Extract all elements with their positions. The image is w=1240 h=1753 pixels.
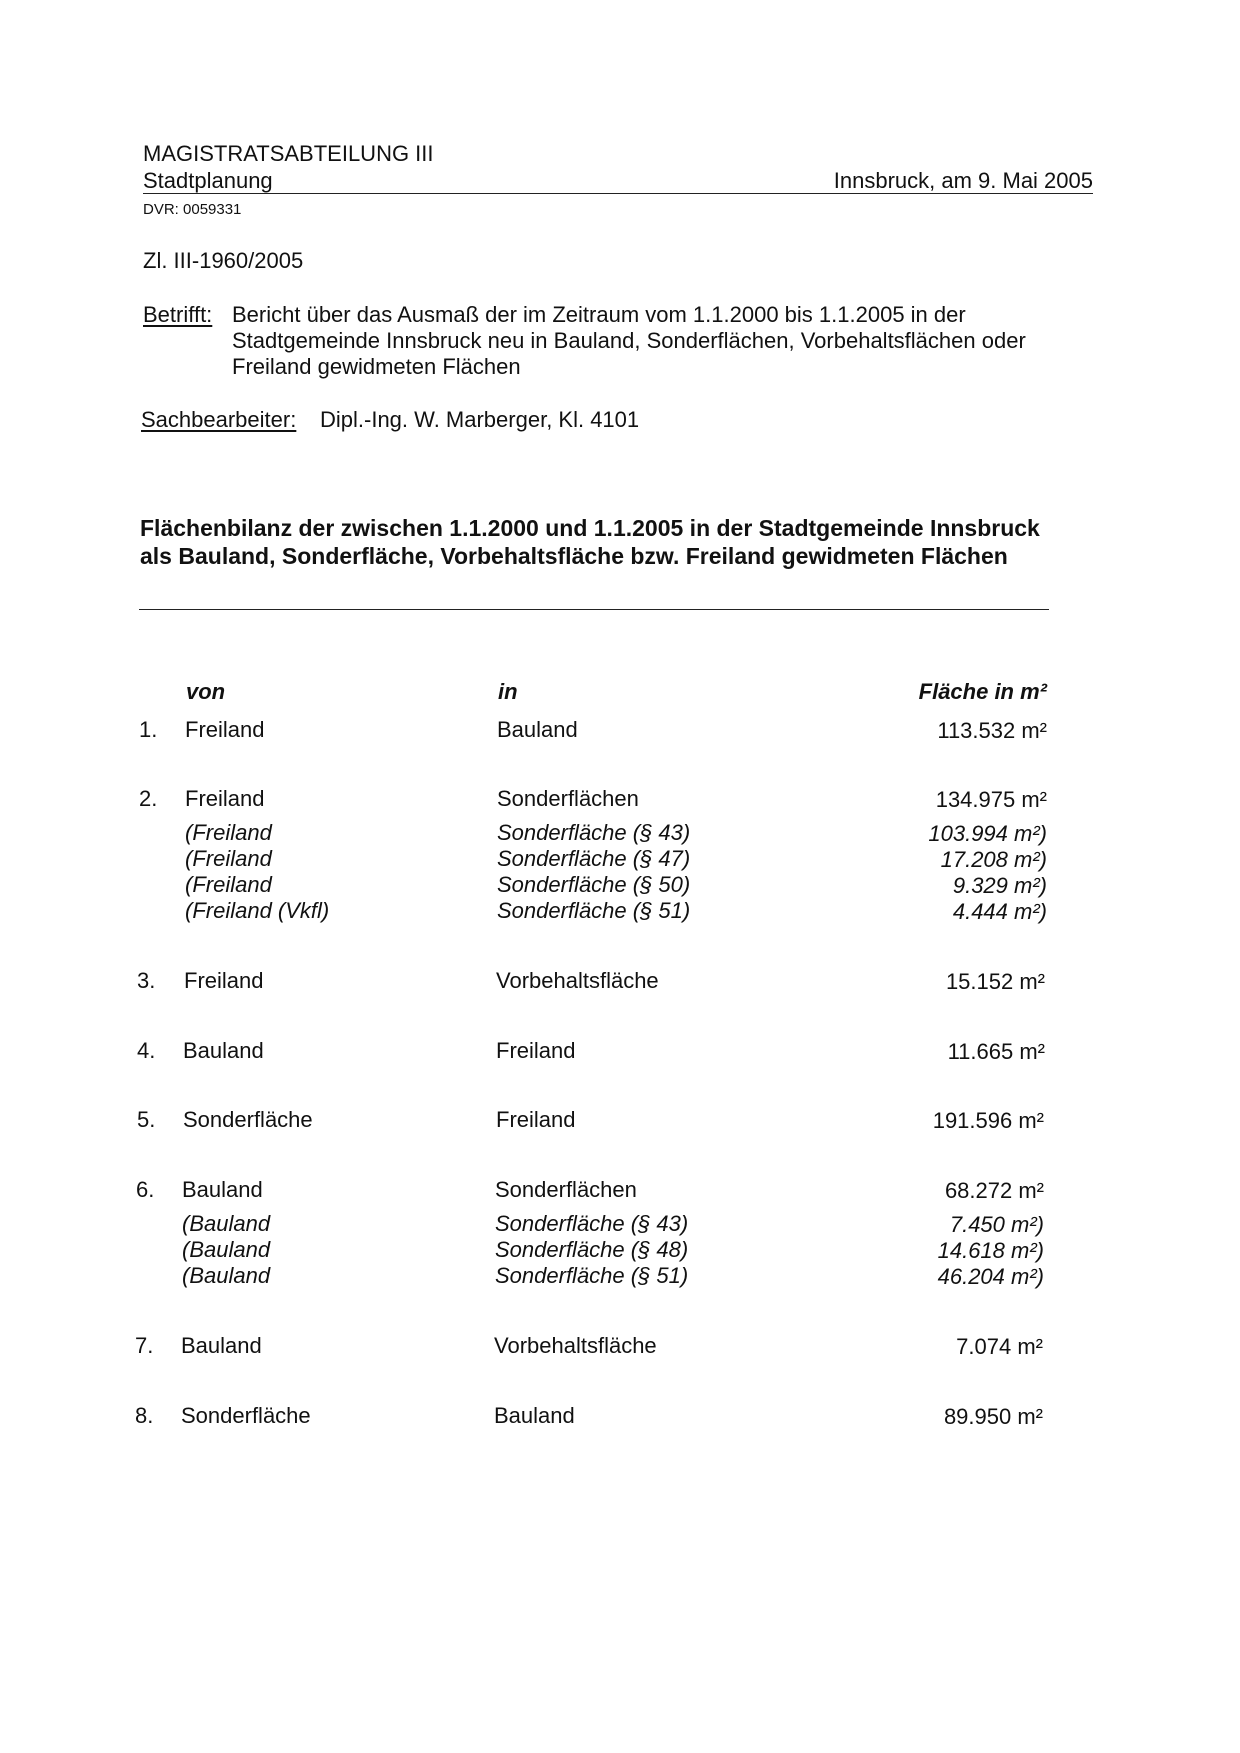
- sub-row-in: Sonderfläche (§ 47): [497, 846, 691, 871]
- column-header-flaeche: Fläche in m²: [918, 679, 1047, 704]
- row-in: Vorbehaltsfläche: [494, 1333, 657, 1358]
- sub-row-value: 103.994 m²): [928, 821, 1047, 846]
- sub-row-in: Sonderfläche (§ 50): [497, 872, 691, 897]
- row-number: 1.: [139, 717, 158, 742]
- sub-row-value: 7.450 m²): [949, 1212, 1044, 1237]
- sub-row-value: 9.329 m²): [952, 873, 1047, 898]
- row-number: 2.: [139, 786, 158, 811]
- row-von: Sonderfläche: [181, 1403, 311, 1428]
- row-value: 113.532 m²: [937, 718, 1047, 743]
- document-title: Flächenbilanz der zwischen 1.1.2000 und 1.1.2005 in der Stadtgemeinde Innsbruck als Bauland, Sonderfläche, Vorbehaltsfläche bzw. Freiland gewidmeten Flächen: [140, 515, 1040, 569]
- row-in: Vorbehaltsfläche: [496, 968, 659, 993]
- row-von: Freiland: [184, 968, 264, 993]
- row-in: Freiland: [496, 1038, 576, 1063]
- row-in: Sonderflächen: [495, 1177, 637, 1202]
- row-von: Freiland: [185, 786, 265, 811]
- sub-row-value: 14.618 m²): [937, 1238, 1044, 1263]
- subject-text: Bericht über das Ausmaß der im Zeitraum vom 1.1.2000 bis 1.1.2005 in der Stadtgemeinde Innsbruck neu in Bauland, Sonderflächen, Vorbehaltsflächen oder Freiland gewidmeten Flächen: [232, 302, 1026, 379]
- sub-row-in: Sonderfläche (§ 43): [495, 1211, 689, 1236]
- reference-number: Zl. III-1960/2005: [143, 248, 304, 273]
- sub-row-von: (Bauland: [182, 1237, 271, 1262]
- row-in: Sonderflächen: [497, 786, 639, 811]
- row-number: 8.: [135, 1403, 154, 1428]
- row-in: Freiland: [496, 1107, 576, 1132]
- row-value: 89.950 m²: [943, 1404, 1043, 1429]
- row-value: 15.152 m²: [945, 969, 1045, 994]
- row-von: Sonderfläche: [183, 1107, 313, 1132]
- row-in: Bauland: [497, 717, 578, 742]
- sub-row-von: (Bauland: [182, 1211, 271, 1236]
- sub-row-in: Sonderfläche (§ 51): [495, 1263, 689, 1288]
- row-value: 134.975 m²: [935, 787, 1047, 812]
- row-value: 191.596 m²: [932, 1108, 1044, 1133]
- subject-label: Betrifft:: [143, 302, 213, 327]
- row-number: 5.: [137, 1107, 156, 1132]
- sub-row-von: (Freiland: [185, 820, 272, 845]
- column-header-in: in: [498, 679, 518, 704]
- row-von: Bauland: [182, 1177, 263, 1202]
- subdepartment-name: Stadtplanung: [143, 168, 273, 193]
- row-value: 11.665 m²: [947, 1039, 1045, 1064]
- sub-row-value: 46.204 m²): [937, 1264, 1044, 1289]
- department-name: MAGISTRATSABTEILUNG III: [143, 141, 434, 166]
- row-in: Bauland: [494, 1403, 575, 1428]
- dvr-number: DVR: 0059331: [143, 201, 242, 218]
- sub-row-von: (Freiland: [185, 872, 272, 897]
- row-von: Bauland: [181, 1333, 262, 1358]
- row-number: 4.: [137, 1038, 156, 1063]
- sub-row-value: 17.208 m²): [940, 847, 1047, 872]
- sub-row-in: Sonderfläche (§ 43): [497, 820, 691, 845]
- header-divider: [143, 193, 1093, 194]
- row-value: 7.074 m²: [956, 1334, 1043, 1359]
- row-number: 3.: [137, 968, 156, 993]
- place-date: Innsbruck, am 9. Mai 2005: [833, 168, 1093, 193]
- sub-row-von: (Bauland: [182, 1263, 271, 1288]
- row-number: 6.: [136, 1177, 155, 1202]
- title-divider: [139, 609, 1049, 610]
- row-von: Freiland: [185, 717, 265, 742]
- clerk-label: Sachbearbeiter:: [141, 407, 297, 432]
- clerk-text: Dipl.-Ing. W. Marberger, Kl. 4101: [320, 407, 640, 432]
- sub-row-in: Sonderfläche (§ 48): [495, 1237, 689, 1262]
- sub-row-von: (Freiland: [185, 846, 272, 871]
- column-header-von: von: [186, 679, 226, 704]
- row-number: 7.: [135, 1333, 154, 1358]
- sub-row-value: 4.444 m²): [952, 899, 1047, 924]
- sub-row-in: Sonderfläche (§ 51): [497, 898, 691, 923]
- row-von: Bauland: [183, 1038, 264, 1063]
- row-value: 68.272 m²: [944, 1178, 1044, 1203]
- sub-row-von: (Freiland (Vkfl): [185, 898, 330, 923]
